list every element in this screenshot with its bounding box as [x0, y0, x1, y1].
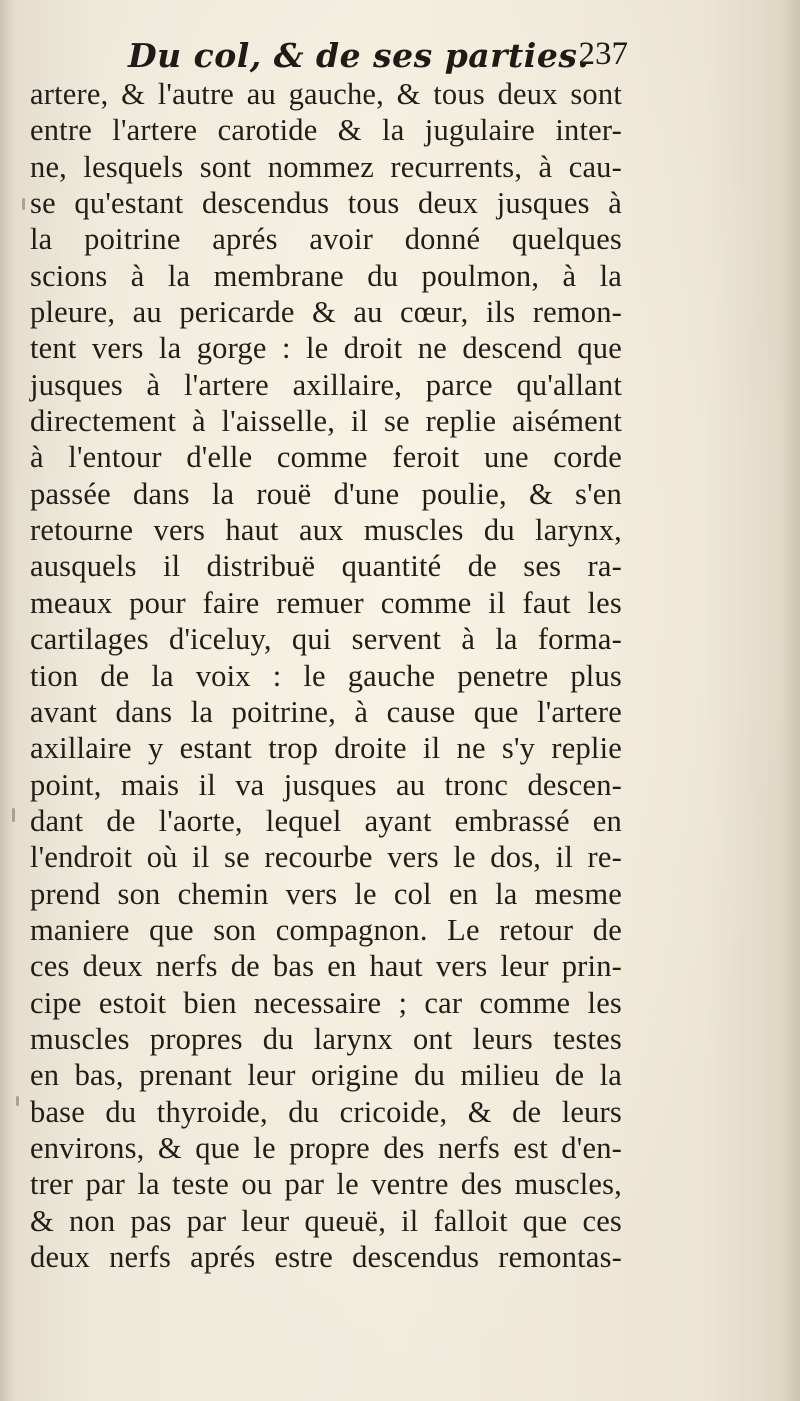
text-line: meaux pour faire remuer comme il faut les [30, 585, 622, 620]
text-line: maniere que son compagnon. Le retour de [30, 912, 622, 947]
text-line: tent vers la gorge : le droit ne descend que [30, 331, 622, 366]
text-line: axillaire y estant trop droite il ne s'y replie [30, 731, 622, 766]
text-line: en bas, prenant leur origine du milieu de la [30, 1058, 622, 1093]
text-line: trer par la teste ou par le ventre des muscles, [30, 1167, 622, 1202]
running-title: Du col, & de ses parties. [128, 36, 590, 75]
text-line: retourne vers haut aux muscles du larynx, [30, 513, 622, 548]
text-line: entre l'artere carotide & la jugulaire inter- [30, 113, 622, 148]
text-line: prend son chemin vers le col en la mesme [30, 876, 622, 911]
text-line: & non pas par leur queuë, il falloit que ces [30, 1203, 622, 1238]
text-line: ne, lesquels sont nommez recurrents, à cau- [30, 149, 622, 184]
text-line: muscles propres du larynx ont leurs testes [30, 1021, 622, 1056]
text-line: l'endroit où il se recourbe vers le dos, il re- [30, 840, 622, 875]
text-line: à l'entour d'elle comme feroit une corde [30, 440, 622, 475]
text-line: tion de la voix : le gauche penetre plus [30, 658, 622, 693]
text-line: ces deux nerfs de bas en haut vers leur prin- [30, 949, 622, 984]
text-line: cipe estoit bien necessaire ; car comme les [30, 985, 622, 1020]
text-line: jusques à l'artere axillaire, parce qu'allant [30, 367, 622, 402]
text-line: dant de l'aorte, lequel ayant embrassé en [30, 803, 622, 838]
text-line: cartilages d'iceluy, qui servent à la forma- [30, 622, 622, 657]
margin-ink-mark [16, 1096, 19, 1106]
text-line: base du thyroide, du cricoide, & de leurs [30, 1094, 622, 1129]
text-line: point, mais il va jusques au tronc descen- [30, 767, 622, 802]
text-line: avant dans la poitrine, à cause que l'artere [30, 694, 622, 729]
text-line: ausquels il distribuë quantité de ses ra- [30, 549, 622, 584]
text-line: environs, & que le propre des nerfs est d'en- [30, 1130, 622, 1165]
text-line: pleure, au pericarde & au cœur, ils remon- [30, 295, 622, 330]
page-edge-shadow [782, 0, 800, 1401]
text-line: passée dans la rouë d'une poulie, & s'en [30, 476, 622, 511]
text-line: se qu'estant descendus tous deux jusques à [30, 186, 622, 221]
text-line: deux nerfs aprés estre descendus remontas- [30, 1240, 622, 1274]
text-line: directement à l'aisselle, il se replie aisément [30, 404, 622, 439]
page-number: 237 [578, 36, 628, 72]
text-line: scions à la membrane du poulmon, à la [30, 258, 622, 293]
margin-ink-mark [12, 808, 15, 822]
body-text [30, 76, 622, 1275]
margin-ink-mark [22, 198, 25, 210]
text-line: artere, & l'autre au gauche, & tous deux sont [30, 77, 622, 111]
text-line: la poitrine aprés avoir donné quelques [30, 222, 622, 257]
page-gutter-shadow [0, 0, 14, 1401]
